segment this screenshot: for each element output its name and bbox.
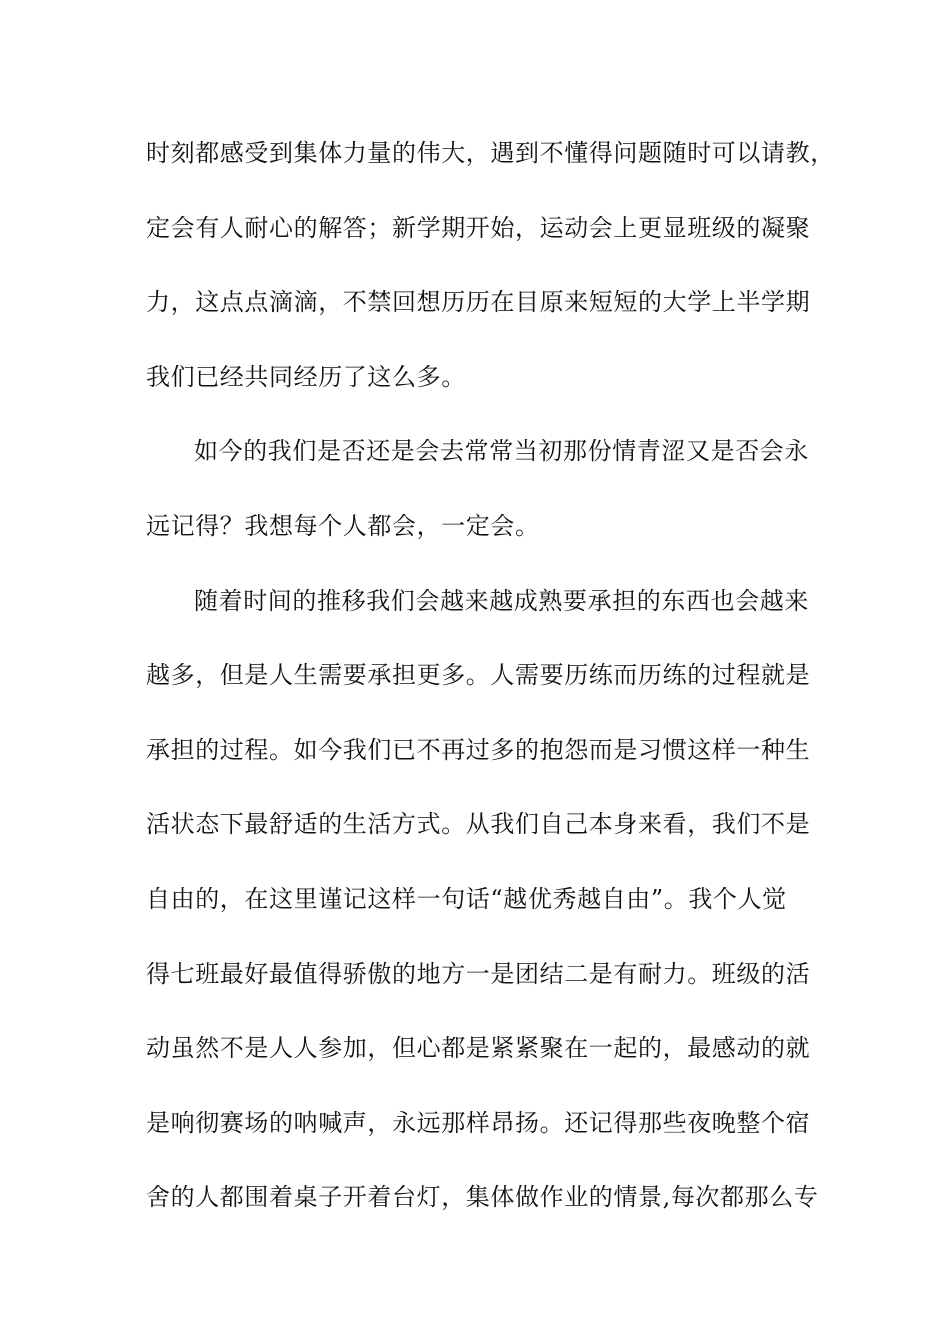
text-line: 承担的过程。如今我们已不再过多的抱怨而是习惯这样一种生 <box>146 735 811 764</box>
text-line: 远记得？我想每个人都会，一定会。 <box>146 511 540 540</box>
text-line: 时刻都感受到集体力量的伟大，遇到不懂得问题随时可以请教， <box>146 139 835 167</box>
text-line: 如今的我们是否还是会去常常当初那份情青涩又是否会永 <box>194 437 809 466</box>
text-line: 动虽然不是人人参加，但心都是紧紧聚在一起的，最感动的就 <box>146 1034 811 1063</box>
text-line: 越多，但是人生需要承担更多。人需要历练而历练的过程就是 <box>146 661 811 690</box>
text-line: 得七班最好最值得骄傲的地方一是团结二是有耐力。班级的活 <box>146 959 811 988</box>
text-line: 力，这点点滴滴，不禁回想历历在目原来短短的大学上半学期 <box>146 288 811 317</box>
text-line: 舍的人都围着桌子开着台灯，集体做作业的情景,每次都那么专 <box>146 1183 819 1212</box>
text-line: 是响彻赛场的呐喊声，永远那样昂扬。还记得那些夜晚整个宿 <box>146 1108 811 1137</box>
text-line: 我们已经共同经历了这么多。 <box>146 362 466 391</box>
body-text <box>146 126 835 1245</box>
text-line: 自由的，在这里谨记这样一句话“越优秀越自由”。我个人觉 <box>146 884 787 913</box>
text-line: 随着时间的推移我们会越来越成熟要承担的东西也会越来 <box>194 586 809 615</box>
text-line: 定会有人耐心的解答；新学期开始，运动会上更显班级的凝聚 <box>146 213 811 242</box>
text-line: 活状态下最舒适的生活方式。从我们自己本身来看，我们不是 <box>146 810 811 839</box>
